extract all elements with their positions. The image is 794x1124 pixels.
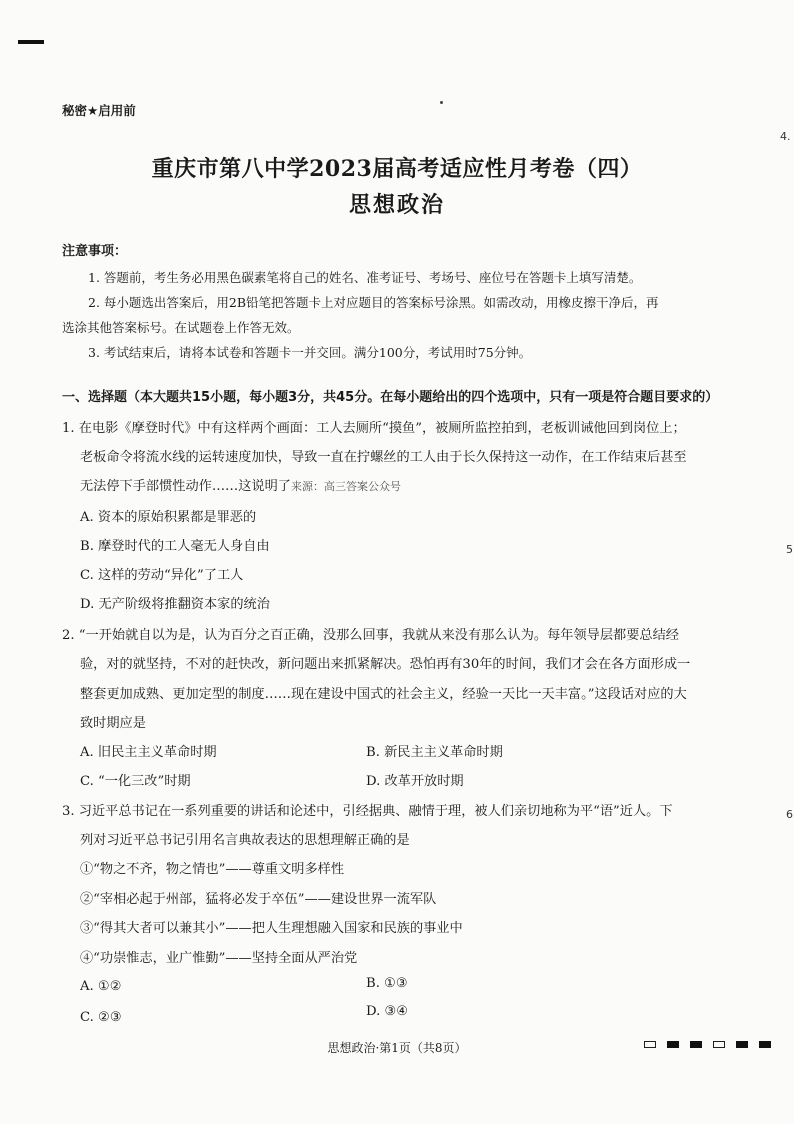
q1-line-3 [80, 475, 401, 494]
q3-option-b: B. ①③ [366, 976, 408, 991]
q3-statement-3: ③“得其大者可以兼其小”——把人生理想融入国家和民族的事业中 [80, 921, 463, 936]
q3-statement-2: ②“宰相必起于州部，猛将必发于卒伍”——建设世界一流军队 [80, 892, 437, 907]
edge-number-6: 6 [786, 808, 793, 821]
q1-line-1: 1. 在电影《摩登时代》中有这样两个画面：工人去厕所“摸鱼”，被厕所监控拍到，老板训诫他回到岗位上； [62, 421, 686, 436]
q2-line-2: 验，对的就坚持，不对的赶快改，新问题出来抓紧解决。恐怕再有30年的时间，我们才会在各方面形成一 [80, 657, 691, 672]
q3-option-d: D. ③④ [366, 1004, 409, 1019]
mark-filled [736, 1041, 748, 1048]
mark-filled [759, 1041, 771, 1048]
q1-option-d: D. 无产阶级将推翻资本家的统治 [80, 597, 270, 612]
q3-line-2: 列对习近平总书记引用名言典故表达的思想理解正确的是 [80, 833, 410, 848]
notice-item-3: 3. 考试结束后，请将本试卷和答题卡一并交回。满分100分，考试用时75分钟。 [88, 345, 532, 360]
q2-option-d: D. 改革开放时期 [366, 774, 464, 789]
mark-outline [644, 1041, 656, 1048]
q2-line-4: 致时期应是 [80, 716, 146, 731]
exam-title: 重庆市第八中学2023届高考适应性月考卷（四） [151, 156, 643, 182]
q3-option-c: C. ②③ [80, 1010, 122, 1025]
section-heading: 一、选择题（本大题共15小题，每小题3分，共45分。在每小题给出的四个选项中，只有一项是符合题目要求的） [62, 390, 719, 405]
q1-stem-end: 无法停下手部惯性动作……这说明了 [80, 479, 291, 494]
mark-outline [713, 1041, 725, 1048]
q2-line-3: 整套更加成熟、更加定型的制度……现在建设中国式的社会主义，经验一天比一天丰富。”这段话对应的大 [80, 687, 687, 702]
q3-line-1: 3. 习近平总书记在一系列重要的讲话和论述中，引经据典、融情于理，被人们亲切地称为平“语”近人。下 [62, 804, 673, 819]
notice-heading: 注意事项： [62, 244, 128, 259]
q2-option-c: C. “一化三改”时期 [80, 774, 191, 789]
edge-number-5: 5 [786, 543, 793, 556]
q1-option-a: A. 资本的原始积累都是罪恶的 [80, 510, 257, 525]
q1-option-c: C. 这样的劳动“异化”了工人 [80, 568, 244, 583]
subject-title: 思想政治 [348, 192, 445, 218]
source-watermark: 来源：高三答案公众号 [291, 480, 401, 493]
edge-number-4: 4. [780, 130, 791, 143]
q3-option-a: A. ①② [80, 979, 122, 994]
q1-option-b: B. 摩登时代的工人毫无人身自由 [80, 539, 270, 554]
mark-filled [667, 1041, 679, 1048]
top-left-mark [18, 40, 44, 44]
q2-option-b: B. 新民主主义革命时期 [366, 745, 503, 760]
q3-statement-1: ①“物之不齐，物之情也”——尊重文明多样性 [80, 862, 345, 877]
secret-label: 秘密★启用前 [62, 103, 136, 118]
q1-line-2: 老板命令将流水线的运转速度加快，导致一直在拧螺丝的工人由于长久保持这一动作，在工作结束后甚至 [80, 450, 687, 465]
notice-item-2b: 选涂其他答案标号。在试题卷上作答无效。 [62, 320, 300, 335]
answer-sheet-marks [644, 1041, 771, 1048]
q3-statement-4: ④“功崇惟志，业广惟勤”——坚持全面从严治党 [80, 951, 358, 966]
notice-item-1: 1. 答题前，考生务必用黑色碳素笔将自己的姓名、准考证号、考场号、座位号在答题卡上填写清楚。 [88, 270, 642, 285]
notice-item-2a: 2. 每小题选出答案后，用2B铅笔把答题卡上对应题目的答案标号涂黑。如需改动，用橡皮擦干净后，再 [88, 295, 659, 310]
mark-filled [690, 1041, 702, 1048]
q2-option-a: A. 旧民主主义革命时期 [80, 745, 217, 760]
q2-line-1: 2. “一开始就自以为是，认为百分之百正确，没那么回事，我就从来没有那么认为。每年领导层都要总结经 [62, 628, 679, 643]
page-footer: 思想政治·第1页（共8页） [327, 1041, 467, 1055]
scan-dot [440, 101, 443, 104]
